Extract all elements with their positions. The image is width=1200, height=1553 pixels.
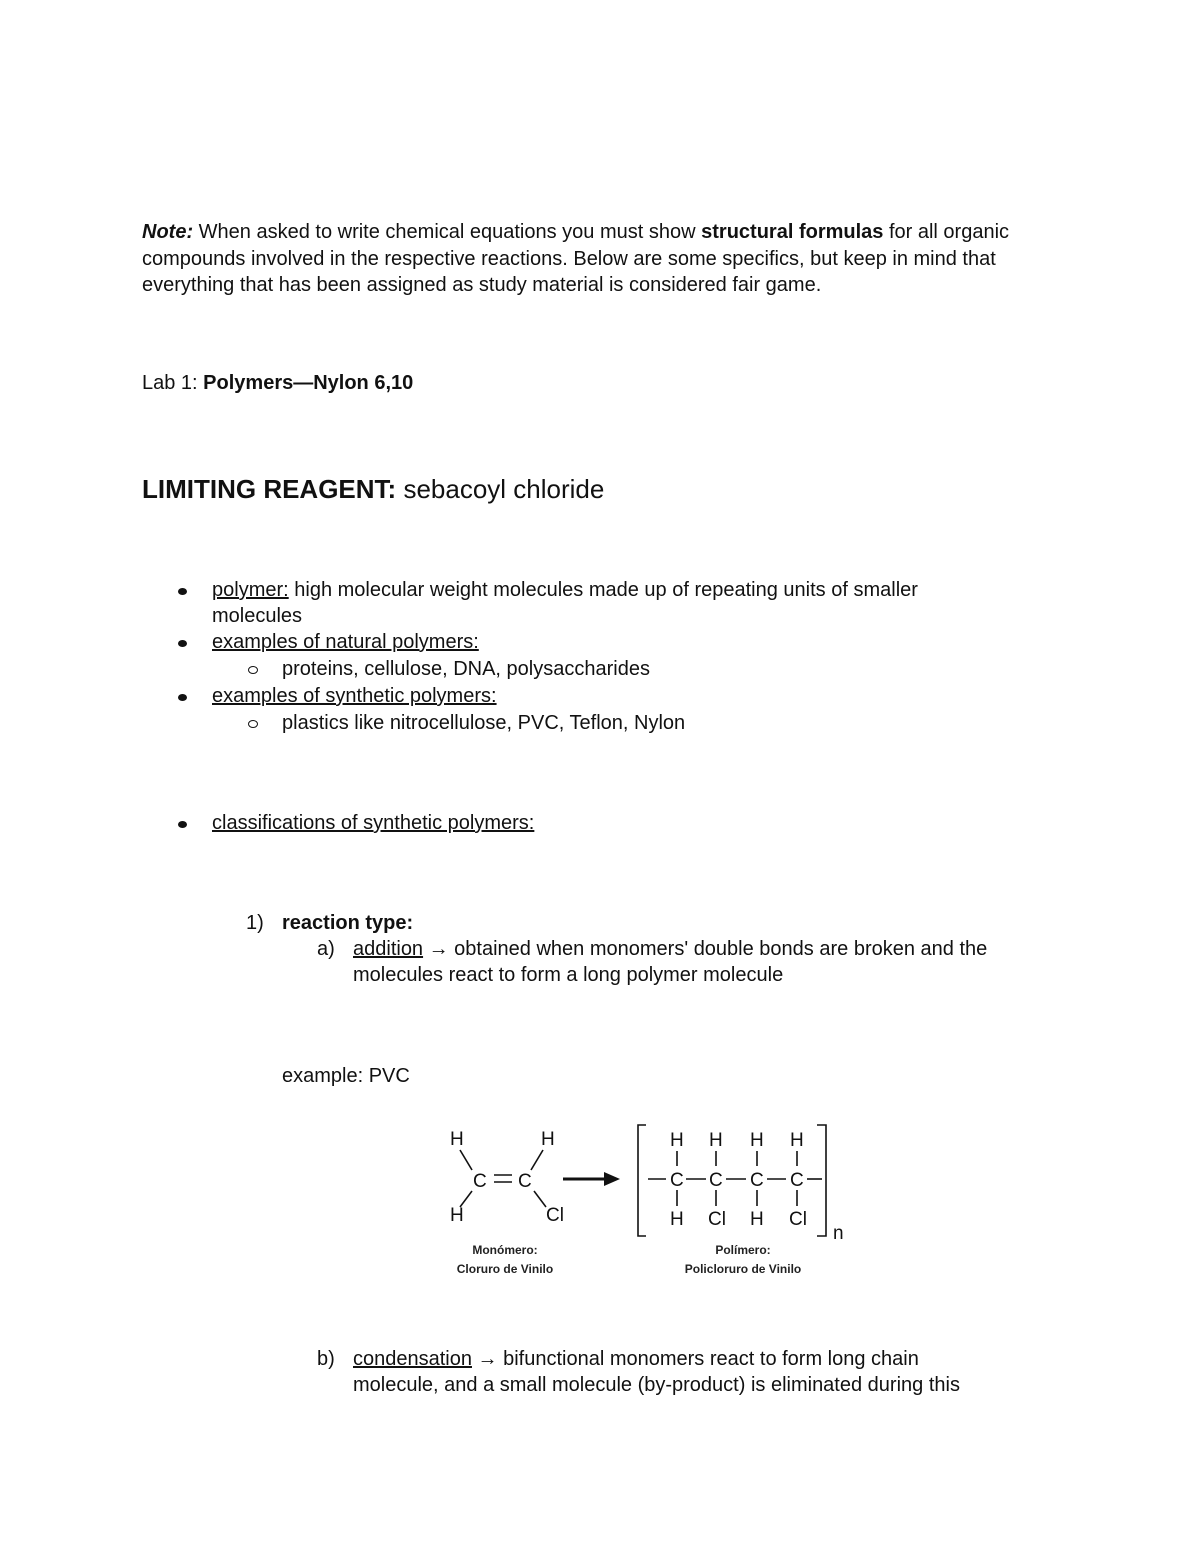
polymer-c: C	[750, 1170, 764, 1191]
note-label: Note:	[142, 221, 194, 243]
monomer-caption-2: Cloruro de Vinilo	[456, 1262, 554, 1276]
monomer-c: C	[518, 1171, 532, 1192]
lab-heading	[142, 372, 413, 395]
synthetic-list: plastics like nitrocellulose, PVC, Teflon, Nylon	[282, 712, 686, 734]
pvc-reaction-diagram	[430, 1115, 860, 1280]
circle-bullet-icon	[248, 666, 258, 674]
polymer-h: H	[790, 1130, 804, 1151]
bullet-icon	[178, 588, 187, 595]
vinyl-chloride-monomer	[450, 1129, 564, 1226]
reaction-arrow-icon	[563, 1172, 620, 1186]
addition-line-1	[353, 936, 987, 963]
polyvinyl-chloride-polymer	[670, 1130, 844, 1244]
polymer-def-2: molecules	[212, 605, 303, 627]
polymer-line-1	[212, 577, 918, 604]
polymer-cl: Cl	[789, 1209, 807, 1230]
condensation-line-1	[353, 1346, 919, 1373]
polymer-h: H	[709, 1130, 723, 1151]
note-text-2: for all organic compounds involved in the respective reactions. Below are some specifics, but keep in mind that everything that has been assigned as study material is considered fair game.	[142, 221, 1010, 296]
polymer-caption-2: Policloruro de Vinilo	[684, 1262, 802, 1276]
monomer-h: H	[541, 1129, 555, 1150]
addition-marker: a)	[317, 938, 335, 960]
monomer-h: H	[450, 1129, 464, 1150]
monomer-c: C	[473, 1171, 487, 1192]
natural-list: proteins, cellulose, DNA, polysaccharides	[282, 658, 650, 680]
polymer-h: H	[750, 1130, 764, 1151]
bullet-icon	[178, 640, 187, 647]
note-paragraph	[142, 219, 1062, 299]
addition-text-1: → obtained when monomers' double bonds are broken and the	[423, 938, 988, 960]
reaction-type-label: reaction type:	[282, 912, 414, 934]
polymer-cl: Cl	[708, 1209, 726, 1230]
polymer-def-1: high molecular weight molecules made up of repeating units of smaller	[288, 579, 918, 601]
limiting-reagent	[142, 474, 604, 505]
polymer-h: H	[670, 1209, 684, 1230]
repeat-n: n	[833, 1223, 844, 1244]
condensation-text-2: molecule, and a small molecule (by-product) is eliminated during this	[353, 1374, 960, 1396]
condensation-text-1: → bifunctional monomers react to form long chain	[471, 1348, 919, 1370]
note-bold: structural formulas	[701, 221, 884, 243]
classifications-term: classifications of synthetic polymers:	[212, 812, 535, 834]
bullet-icon	[178, 821, 187, 828]
polymer-term: polymer:	[212, 579, 289, 601]
example-label: example: PVC	[282, 1065, 410, 1087]
diagram-captions	[457, 1243, 801, 1276]
synthetic-term: examples of synthetic polymers:	[212, 685, 497, 707]
monomer-h: H	[450, 1205, 464, 1226]
polymer-h: H	[750, 1209, 764, 1230]
note-text-1: When asked to write chemical equations you must show	[193, 221, 702, 243]
polymer-caption-1: Polímero:	[715, 1243, 771, 1257]
lab-prefix: Lab 1:	[142, 372, 204, 394]
polymer-h: H	[670, 1130, 684, 1151]
circle-bullet-icon	[248, 720, 258, 728]
limiting-value: sebacoyl chloride	[396, 474, 605, 504]
bullet-icon	[178, 694, 187, 701]
lab-title: Polymers—Nylon 6,10	[203, 372, 414, 394]
addition-text-2: molecules react to form a long polymer molecule	[353, 964, 784, 986]
monomer-caption-1: Monómero:	[472, 1243, 538, 1257]
addition-term: addition	[353, 938, 424, 960]
limiting-label: LIMITING REAGENT:	[142, 474, 397, 504]
condensation-term: condensation	[353, 1348, 472, 1370]
condensation-marker: b)	[317, 1348, 335, 1370]
polymer-c: C	[670, 1170, 684, 1191]
natural-term: examples of natural polymers:	[212, 631, 479, 653]
monomer-cl: Cl	[546, 1205, 564, 1226]
polymer-c: C	[790, 1170, 804, 1191]
polymer-c: C	[709, 1170, 723, 1191]
reaction-type-number: 1)	[246, 912, 264, 934]
